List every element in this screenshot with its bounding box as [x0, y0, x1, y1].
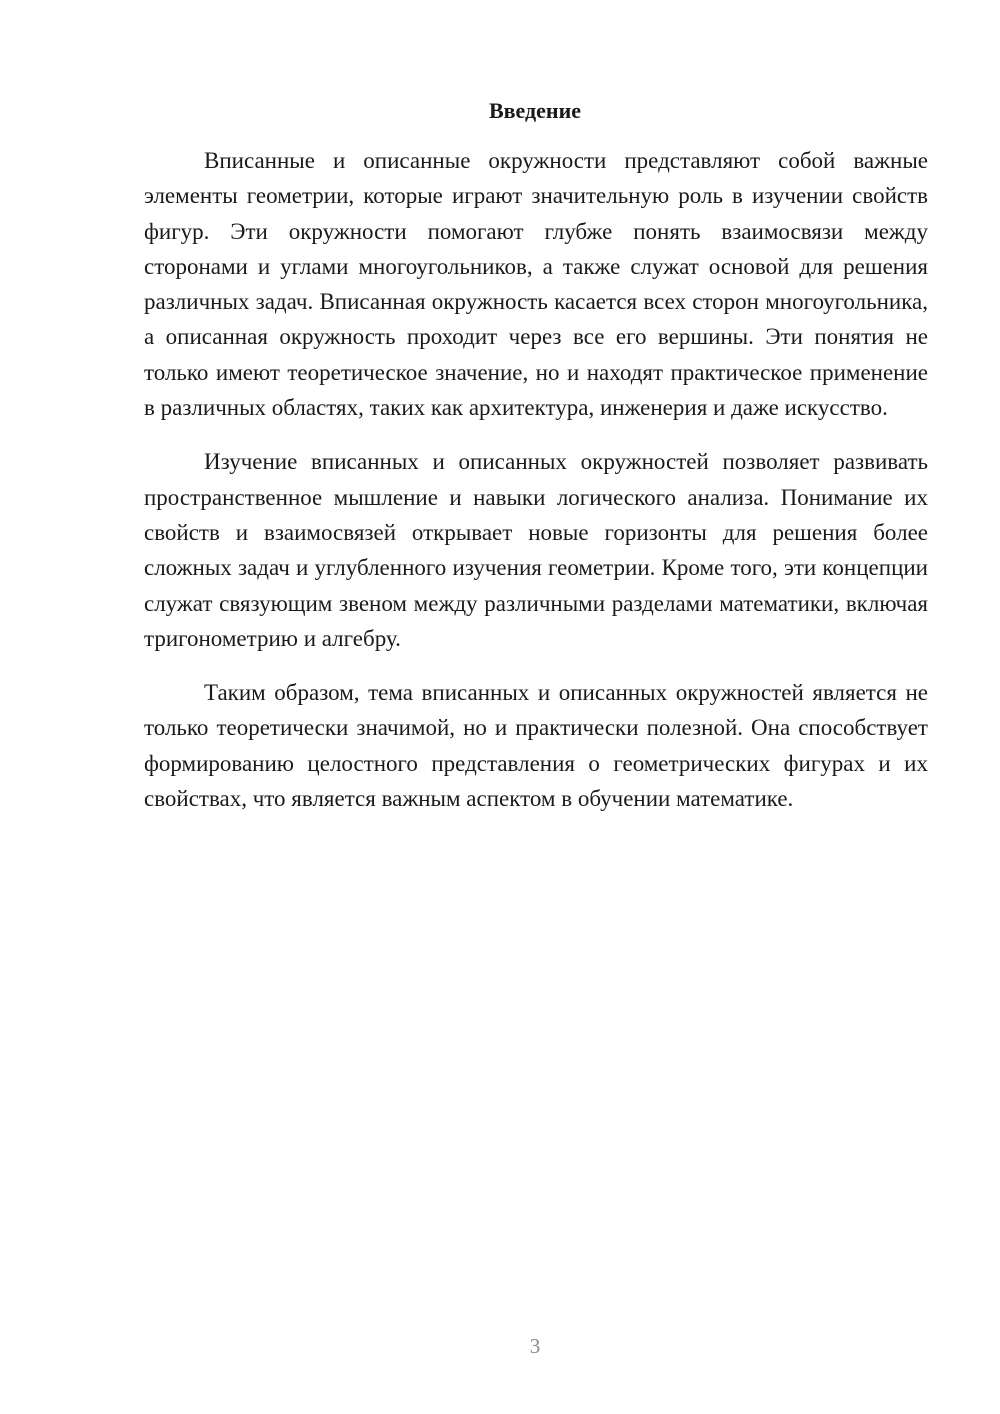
paragraph-2: Изучение вписанных и описанных окружностей позволяет развивать пространственное мышление и навыки логического анализа. Понимание их свойств и взаимосвязей открывает новые горизонты для решения более сложных задач и углубленного изучения геометрии. Кроме того, эти концепции служат связующим звеном между различными разделами математики, включая тригонометрию и алгебру.: [144, 449, 928, 651]
document-body: [144, 143, 928, 835]
paragraph-3: Таким образом, тема вписанных и описанных окружностей является не только теоретически значимой, но и практически полезной. Она способствует формированию целостного представления о геометрических фигурах и их свойствах, что является важным аспектом в обучении математике.: [144, 680, 928, 812]
page-title: Введение: [488, 98, 582, 123]
page-number: 3: [529, 1334, 541, 1358]
paragraph-1: Вписанные и описанные окружности представляют собой важные элементы геометрии, которые играют значительную роль в изучении свойств фигур. Эти окружности помогают глубже понять взаимосвязи между сторонами и углами многоугольников, а также служат основой для решения различных задач. Вписанная окружность касается всех сторон многоугольника, а описанная окружность проходит через все его вершины. Эти понятия не только имеют теоретическое значение, но и находят практическое применение в различных областях, таких как архитектура, инженерия и даже искусство.: [144, 148, 928, 421]
